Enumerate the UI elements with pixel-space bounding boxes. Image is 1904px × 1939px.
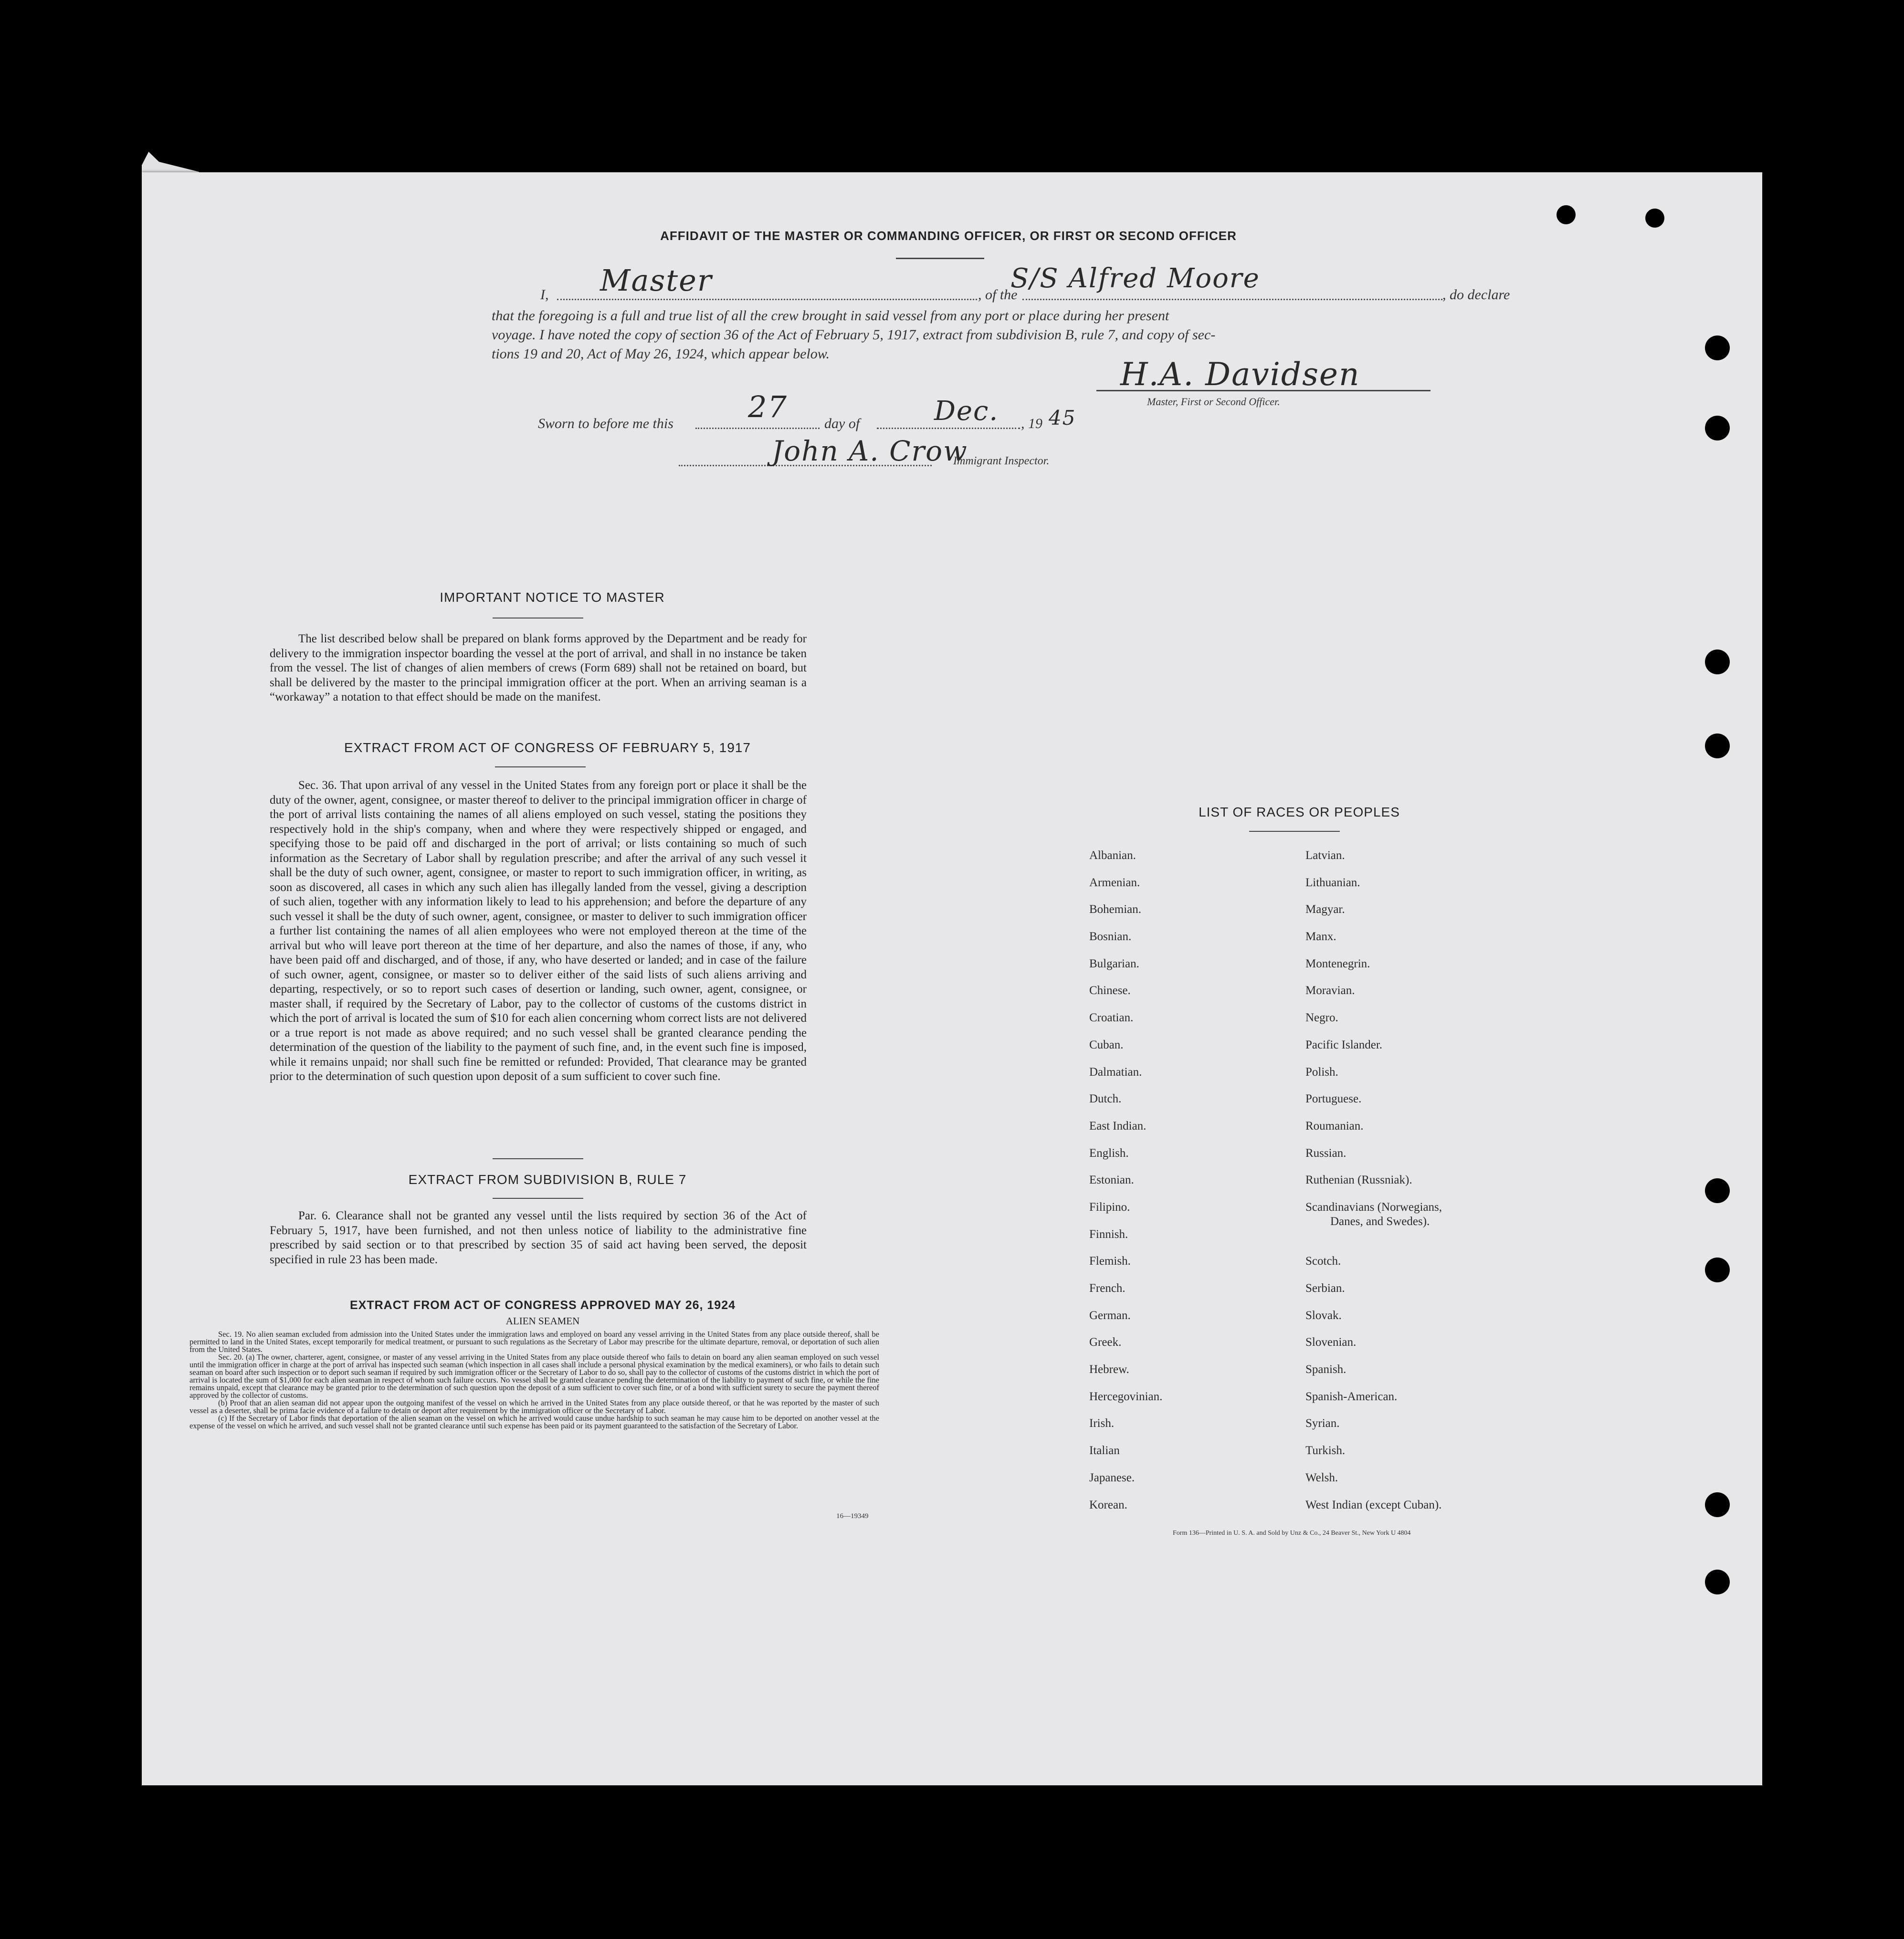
race-item: Dalmatian. [1089,1065,1142,1079]
form-number: 16—19349 [836,1512,869,1520]
race-item: Croatian. [1089,1011,1134,1025]
affidavit-line-2: that the foregoing is a full and true list of all the crew brought in said vessel from any port or place during her present [492,308,1169,324]
year-prefix: , 19 [1021,416,1042,431]
do-declare-label: , do declare [1442,287,1510,303]
affidavit-line-3: voyage. I have noted the copy of section 36 of the Act of February 5, 1917, extract from subdivision B, rule 7, and copy of sec- [492,327,1216,343]
year-handwritten: 45 [1049,406,1076,430]
master-signature: H.A. Davidsen [1120,356,1360,393]
race-item: Pacific Islander. [1305,1038,1383,1051]
notice-body: The list described below shall be prepared on blank forms approved by the Department and be ready for delivery to the immigration inspector boarding the vessel at the port of arrival, and shall in no instance be taken from the vessel. The list of changes of alien members of crews (Form 689) shall not be retained on board, but shall be delivered by the master to the principal immigration officer at the port. When an arriving seaman is a “workaway” a notation to that effect should be made on the manifest. [270,632,807,703]
inspector-caption: Immigrant Inspector. [953,455,1050,467]
race-item: Moravian. [1305,984,1355,997]
races-title: LIST OF RACES OR PEOPLES [1199,805,1400,819]
alien-seamen-subtitle: ALIEN SEAMEN [505,1315,580,1327]
races-left-column [1089,849,1162,1525]
race-item: Finnish. [1089,1227,1128,1241]
race-item: East Indian. [1089,1119,1147,1132]
race-item: Montenegrin. [1305,957,1370,970]
extract-1924-title: EXTRACT FROM ACT OF CONGRESS APPROVED MAY 26, 1924 [349,1299,736,1312]
sworn-month-handwritten: Dec. [934,396,999,427]
of-the-label: , of the [978,287,1018,303]
punch-hole [1705,1570,1730,1594]
rule7-body: Par. 6. Clearance shall not be granted any vessel until the lists required by section 36 of the Act of February 5, 1917, have been furnished, and not then unless notice of liability to the administrative fine prescribed by said section or to that prescribed by section 35 of said act having been served, the deposit specified in rule 23 has been made. [270,1209,807,1266]
signature-caption: Master, First or Second Officer. [1147,396,1280,408]
affidavit-line-4: tions 19 and 20, Act of May 26, 1924, which appear below. [492,346,830,362]
sworn-day-line [695,428,820,429]
race-item: Japanese. [1089,1471,1135,1484]
inspector-signature: John A. Crow [772,435,968,467]
sec20c-text: (c) If the Secretary of Labor finds that deportation of the alien seaman on the vessel on which he arrived would cause undue hardship to such seaman he may cause him to be deported on another vessel at the expense of the vessel on which he arrived, and such vessel shall not be granted clearance until such expense has been paid or its payment guaranteed to the satisfaction of the Secretary of Labor. [189,1414,879,1430]
race-item: Roumanian. [1305,1119,1364,1132]
race-item: Latvian. [1305,849,1345,862]
race-item: Greek. [1089,1336,1122,1349]
race-item: Scandinavians (Norwegians, [1305,1200,1442,1214]
sworn-month-line [877,428,1020,429]
punch-hole [1705,650,1730,674]
sworn-prefix: Sworn to before me this [538,416,673,431]
divider [493,1158,583,1159]
race-item: Hebrew. [1089,1363,1129,1376]
race-item: Bulgarian. [1089,957,1139,970]
affidavit-title: AFFIDAVIT OF THE MASTER OR COMMANDING OFFICER, OR FIRST OR SECOND OFFICER [660,229,1237,243]
race-item: Russian. [1305,1146,1346,1160]
vessel-handwritten: S/S Alfred Moore [1010,263,1260,294]
punch-hole [1705,734,1730,758]
race-item: Chinese. [1089,984,1131,997]
divider [493,1198,583,1199]
race-item: Estonian. [1089,1174,1134,1187]
race-item: Italian [1089,1444,1120,1457]
race-item: Portuguese. [1305,1092,1362,1106]
race-item: French. [1089,1282,1126,1295]
race-item: Slovenian. [1305,1336,1357,1349]
race-item: Flemish. [1089,1255,1131,1268]
vessel-fill-line [1022,299,1442,300]
punch-hole [1645,209,1664,228]
rule7-title: EXTRACT FROM SUBDIVISION B, RULE 7 [408,1172,687,1187]
race-item: West Indian (except Cuban). [1305,1498,1442,1511]
extract-1917-body: Sec. 36. That upon arrival of any vessel in the United States from any foreign port or place it shall be the duty of the owner, agent, consignee, or master thereof to deliver to the principal immigration officer in charge of the port of arrival lists containing the names of all aliens employed on such vessel, stating the positions they respectively hold in the ship's company, when and where they were respectively shipped or engaged, and specifying those to be paid off and discharged in the port of arrival; or lists containing so much of such information as the Secretary of Labor shall by regulation prescribe; and after the arrival of any such vessel it shall be the duty of such owner, agent, consignee, or master to report to such immigration officer, in writing, as soon as discovered, all cases in which any such alien has illegally landed from the vessel, giving a description of such alien, together with any information likely to lead to his apprehension; and before the departure of any such vessel it shall be the duty of such owner, agent, consignee, or master to deliver to such immigration officer a further list containing the names of all alien employees who were not employed thereon at the time of the arrival but who will leave port thereon at the time of her departure, and also the names of those, if any, who have been paid off and discharged, and of those, if any, who have deserted or landed; and in case of the failure of such owner, agent, consignee, or master so to deliver either of the said lists of such aliens arriving and departing, respectively, or so to report such cases of desertion or landing, such owner, agent, consignee, or master shall, if required by the Secretary of Labor, pay to the collector of customs of the customs district in which the port of arrival is located the sum of $10 for each alien concerning whom correct lists are not delivered or a true report is not made as above required; and no such vessel shall be granted clearance pending the determination of the question of the liability to the payment of such fine, and, in the event such fine is imposed, while it remains unpaid; nor shall such fine be remitted or refunded: Provided, That clearance may be granted prior to the determination of such question upon deposit of a sum sufficient to cover such fine. [270,779,807,1083]
punch-hole [1705,1492,1730,1517]
form-printer-note: Form 136—Printed in U. S. A. and Sold by Unz & Co., 24 Beaver St., New York U 4804 [1173,1530,1411,1537]
divider [896,258,984,259]
race-item: Lithuanian. [1305,876,1360,889]
race-item: Negro. [1305,1011,1338,1025]
race-item: Dutch. [1089,1092,1122,1106]
race-item: Turkish. [1305,1444,1346,1457]
punch-hole [1557,205,1576,224]
race-item: English. [1089,1146,1129,1160]
race-item: Filipino. [1089,1200,1130,1214]
race-item: Hercegovinian. [1089,1390,1163,1403]
document-page [142,172,1762,1785]
punch-hole [1705,1258,1730,1282]
sec19-text: Sec. 19. No alien seaman excluded from admission into the United States under the immigration laws and employed on board any vessel arriving in the United States from any place outside thereof, shall be permitted to land in the United States, except temporarily for medical treatment, or pursuant to such regulations as the Secretary of Labor may prescribe for the ultimate departure, removal, or deportation of such alien from the United States. [189,1330,879,1354]
race-item: Serbian. [1305,1282,1345,1295]
race-item: Syrian. [1305,1417,1340,1430]
punch-hole [1705,335,1730,360]
signature-line [1096,390,1431,391]
race-item: Cuban. [1089,1038,1124,1051]
sworn-day-handwritten: 27 [748,389,788,424]
race-item: Slovak. [1305,1309,1342,1322]
race-item: Albanian. [1089,849,1136,862]
race-item: Welsh. [1305,1471,1338,1484]
divider [1249,831,1340,832]
sec20a-text: Sec. 20. (a) The owner, charterer, agent, consignee, or master of any vessel arriving in the United States from any place outside thereof who fails to detain on board any alien seaman employed on such vessel until the immigration officer in charge at the port of arrival has inspected such seaman (which inspection in all cases shall include a personal physical examination by the medical examiners), or who fails to detain such seaman on board after such inspection or to deport such seaman if required by such immigration officer or the Secretary of Labor to do so, shall pay to the collector of customs of the customs district in which the port of arrival is located the sum of $1,000 for each alien seaman in respect of whom such failure occurs. No vessel shall be granted clearance pending the determination of the liability to payment of such fine, or while the fine remains unpaid, except that clearance may be granted prior to the determination of such question upon the deposit of a sum sufficient to cover such fine, or of a bond with sufficient surety to secure the payment thereof approved by the collector of customs. [189,1352,879,1400]
race-item: Magyar. [1305,903,1345,916]
punch-hole [1705,416,1730,440]
extract-1917-title: EXTRACT FROM ACT OF CONGRESS OF FEBRUARY 5, 1917 [344,740,751,755]
race-item: Danes, and Swedes). [1330,1215,1430,1228]
race-item: Bohemian. [1089,903,1142,916]
rank-fill-line [557,299,977,300]
race-item: Bosnian. [1089,930,1132,943]
race-item: Scotch. [1305,1255,1341,1268]
race-item: Spanish-American. [1305,1390,1398,1403]
races-right-column [1305,849,1442,1525]
extract-1924-body [189,1331,879,1430]
race-item: German. [1089,1309,1131,1322]
affidavit-i-prefix: I, [540,287,549,303]
race-item: Armenian. [1089,876,1140,889]
race-item: Spanish. [1305,1363,1346,1376]
punch-hole [1705,1178,1730,1203]
race-item: Ruthenian (Russniak). [1305,1174,1412,1187]
race-item: Irish. [1089,1417,1115,1430]
sec20b-text: (b) Proof that an alien seaman did not appear upon the outgoing manifest of the vessel on which he arrived in the United States from any place outside thereof, or that he was reported by the master of such vessel as a deserter, shall be prima facie evidence of a failure to detain or deport after requirement by the immigration officer or the Secretary of Labor. [189,1398,879,1415]
divider [495,766,586,767]
race-item: Korean. [1089,1498,1127,1511]
rank-handwritten: Master [600,263,713,298]
day-of-label: day of [824,416,860,431]
race-item: Polish. [1305,1065,1338,1079]
race-item: Manx. [1305,930,1336,943]
notice-title: IMPORTANT NOTICE TO MASTER [440,590,665,605]
